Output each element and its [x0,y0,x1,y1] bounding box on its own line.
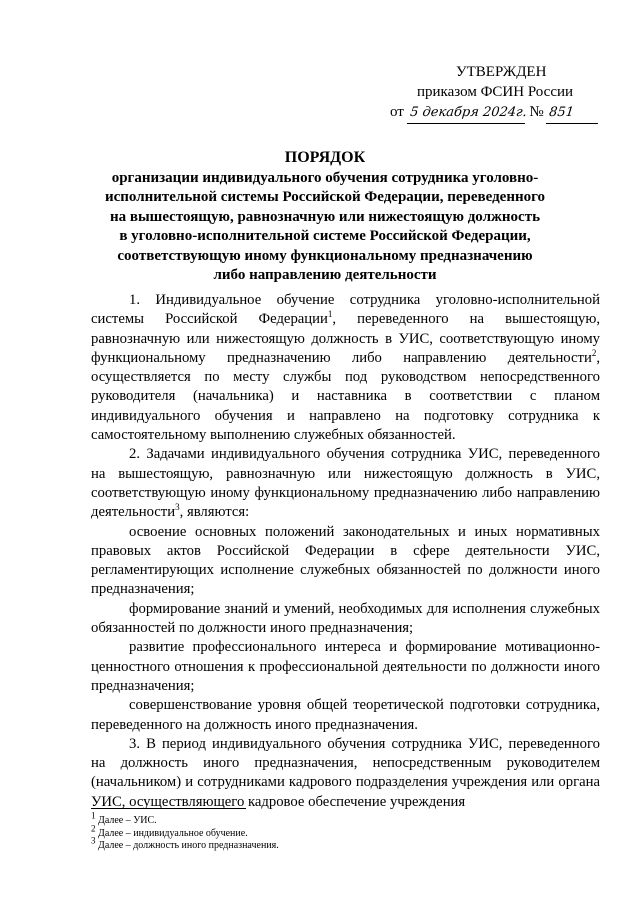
paragraph-1-text-a: 1. Индивидуальное обучение сотрудника уголовно-исполнительной системы Российской Федерации [91,292,600,328]
title-line: организации индивидуального обучения сотрудника уголовно- [111,169,539,186]
number-label: № [529,104,544,120]
task-item-3: развитие профессионального интереса и формирование мотивационно-ценностного отношения к профессиональной деятельности по должности иного предназначения; [91,639,600,694]
document-body [91,291,600,812]
from-label: от [390,104,404,120]
footnotes [91,810,279,853]
paragraph-1 [91,291,600,445]
footnote-ref-2: 2 [591,348,597,358]
title-line: на вышестоящую, равнозначную или нижестоящую должность [109,208,541,225]
task-item-2: формирование знаний и умений, необходимых для исполнения служебных обязанностей по должности иного предназначения; [91,600,600,637]
title-line: исполнительной системы Российской Федерации, переведенного [104,189,546,205]
handwritten-number: 851 [546,103,600,124]
footnote-ref-3: 3 [175,502,180,513]
footnote-3: $^3$ Далее – должность иного предназначения. [91,835,279,851]
paragraph-1-text-b: , переведенного на вышестоящую, равнозначную или нижестоящую должность в УИС, соответствующую иному функциональному предназначению либо направлению деятельности [91,311,600,366]
footnote-2: $^2$ Далее – индивидуальное обучение. [91,823,248,839]
approval-date-line [390,102,599,124]
paragraph-3: 3. В период индивидуального обучения сотрудника УИС, переведенного на должность иного предназначения, непосредственным руководителем (начальником) и сотрудниками кадрового подразделения учреждения или органа УИС, осуществляющего кадровое обеспечение учреждения [91,735,600,810]
footnote-ref-1: 1 [327,309,333,320]
handwritten-date: 5 декабря 2024г. [407,103,527,124]
title-line: либо направлению деятельности [213,267,437,283]
footnote-1: $^1$ Далее – УИС. [91,810,157,826]
task-item-4: совершенствование уровня общей теоретической подготовки сотрудника, переведенного на должность иного предназначения. [91,697,600,733]
paragraph-2-text-a: 2. Задачами индивидуального обучения сотрудника УИС, переведенного на вышестоящую, равнозначную или нижестоящую должность в УИС, соответствующую иному функциональному предназначению либо направлению деятельности [91,446,600,521]
task-item-1: освоение основных положений законодательных и иных нормативных правовых актов Российской Федерации в сфере деятельности УИС, регламентирующих исполнение служебных обязанностей по должности иного предназначения; [91,523,600,598]
paragraph-2 [91,445,600,522]
title-line: в уголовно-исполнительной системе Российской Федерации, [119,228,531,244]
document-title [90,148,560,286]
approval-order: приказом ФСИН России [417,84,574,100]
title-line: соответствующую иному функциональному предназначению [117,247,533,264]
footnote-divider [91,808,246,809]
approval-title: УТВЕРЖДЕН [456,64,547,80]
paragraph-1-text-c: , осуществляется по месту службы под руководством непосредственного руководителя (начальника) и наставника в соответствии с планом индивидуального обучения и направлено на подготовку сотрудника к самостоятельному выполнению служебных обязанностей. [91,349,600,444]
title-heading: ПОРЯДОК [284,149,366,166]
paragraph-2-text-b: , являются: [179,504,250,521]
